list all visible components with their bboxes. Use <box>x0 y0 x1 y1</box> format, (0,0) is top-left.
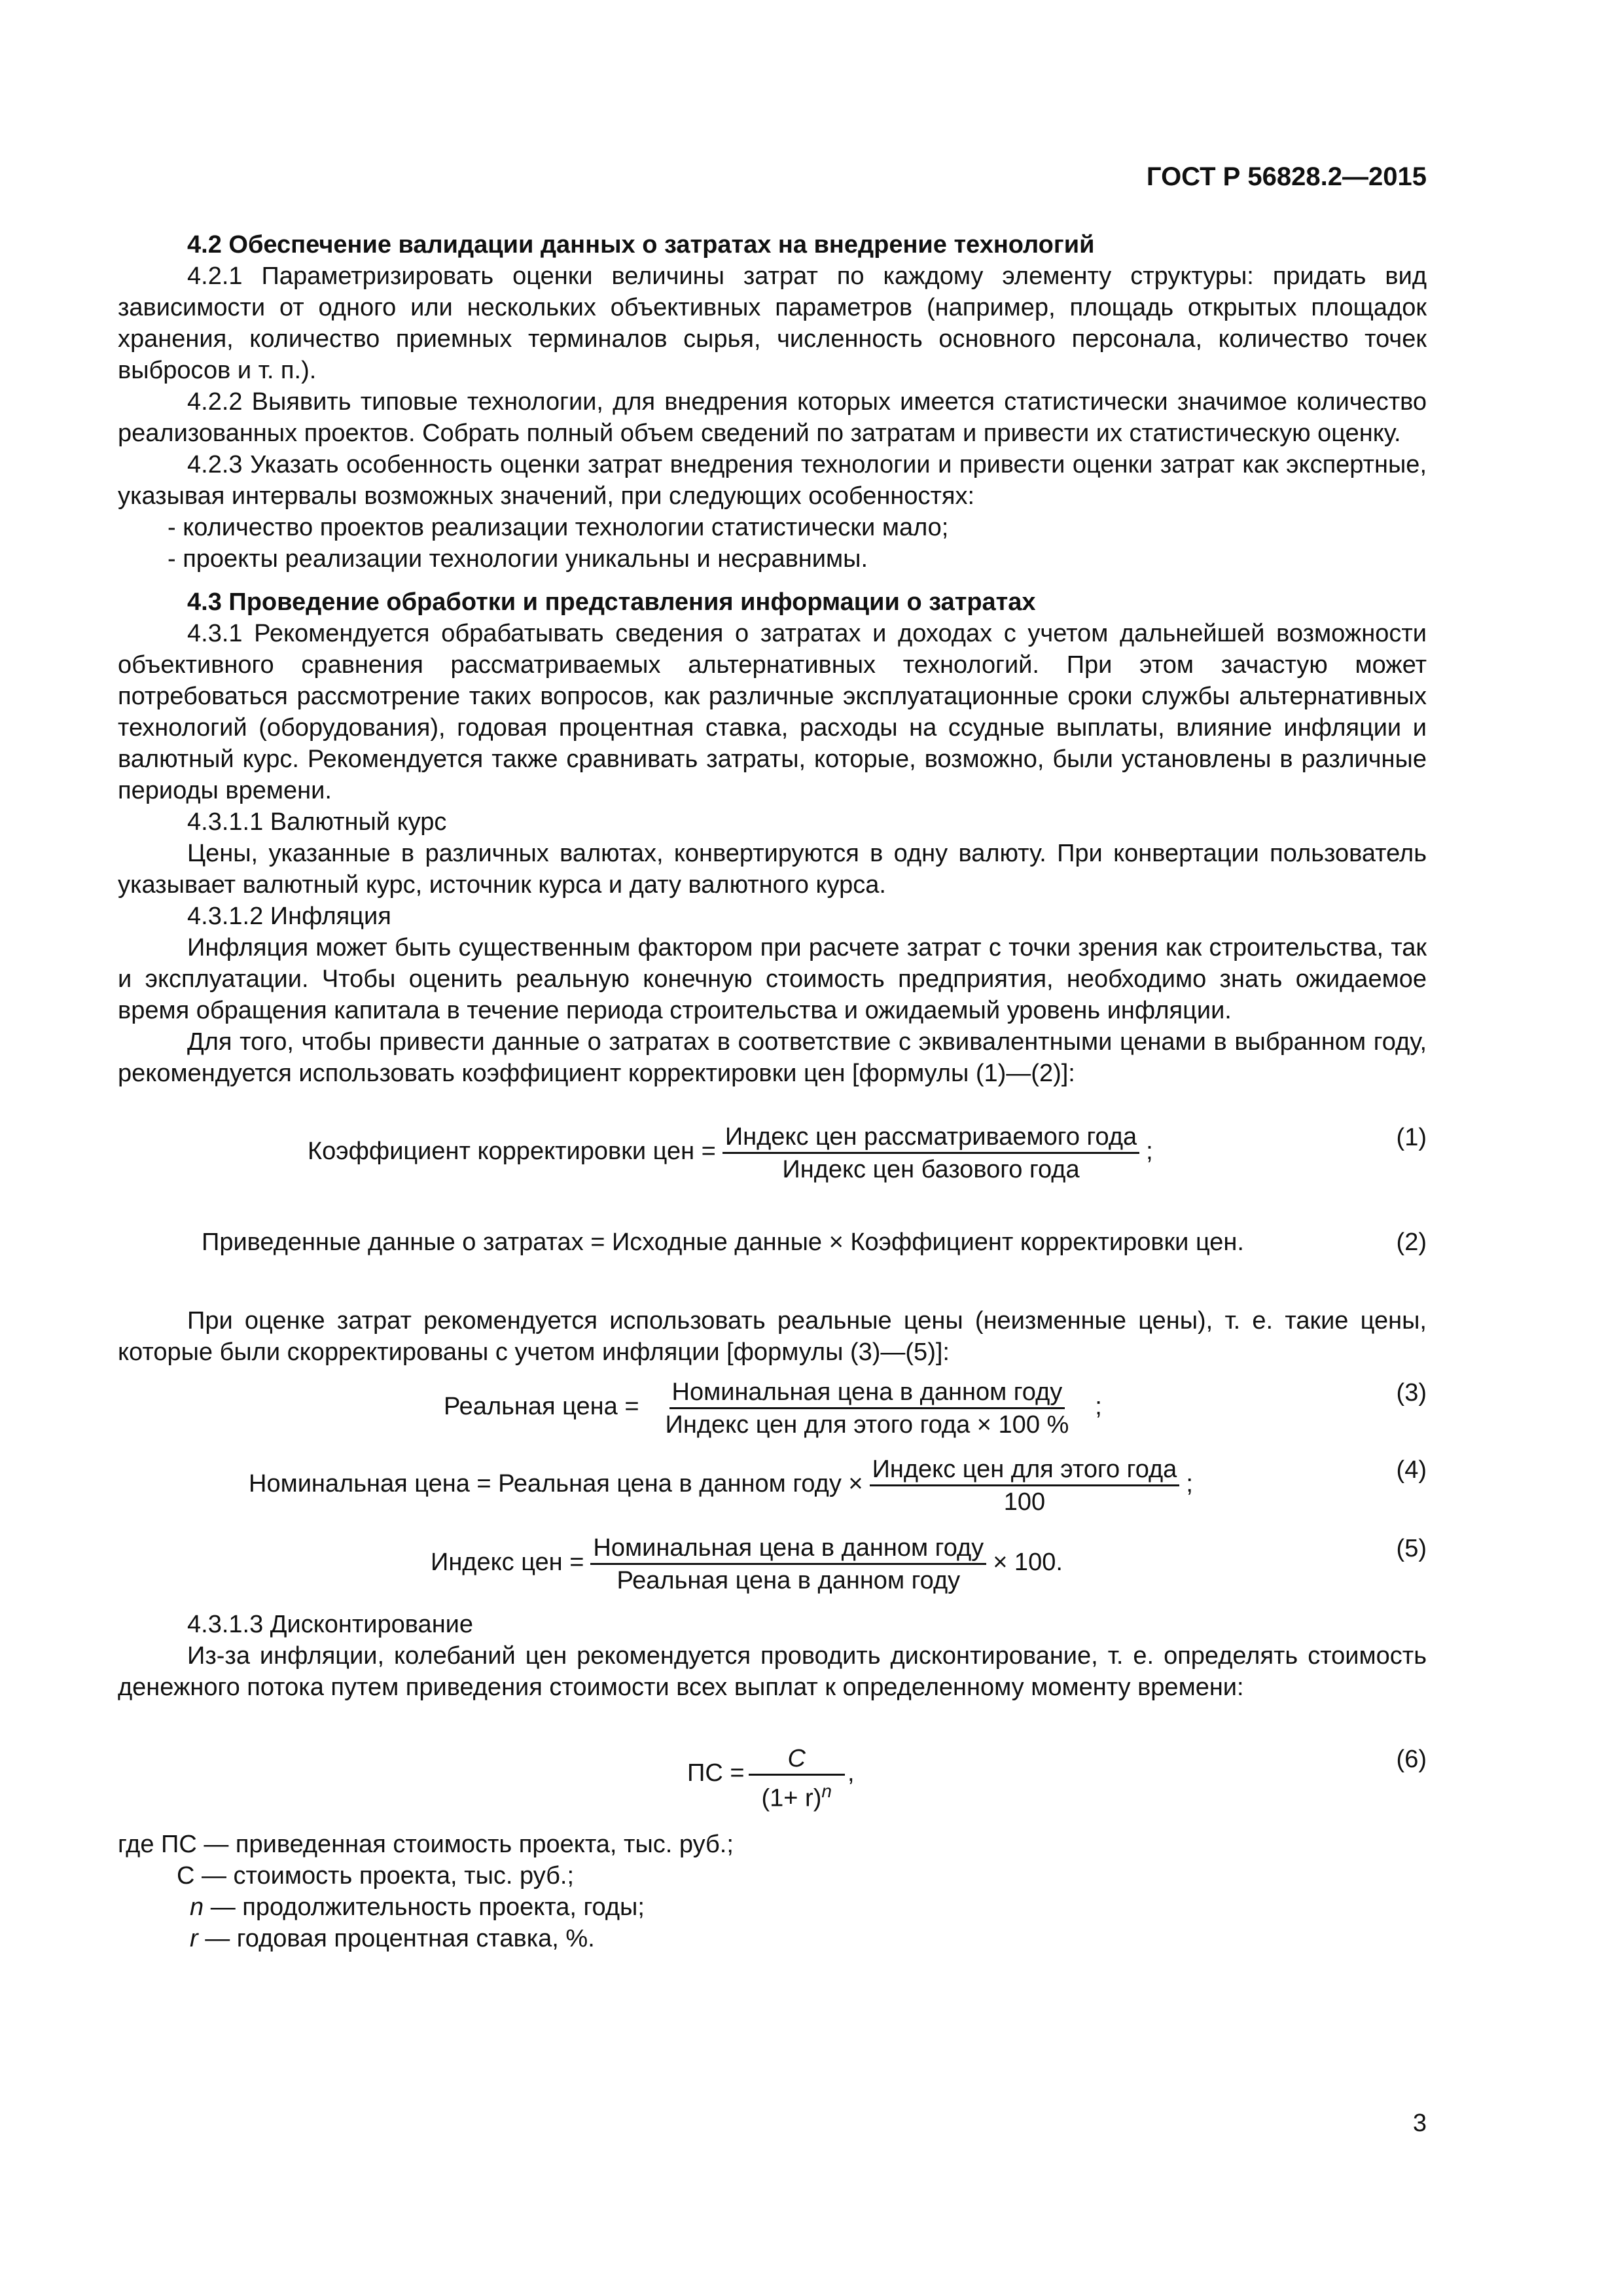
heading-4-3-1-2: 4.3.1.2 Инфляция <box>187 903 391 930</box>
legend-n-var: n <box>190 1893 204 1921</box>
document-body <box>118 229 1427 1954</box>
formula-3-number: (3) <box>1396 1379 1427 1407</box>
legend-n <box>118 1892 1427 1923</box>
formula-4-lhs: Номинальная цена = Реальная цена в данном году × <box>249 1470 863 1498</box>
formula-1-denominator: Индекс цен базового года <box>782 1156 1080 1183</box>
formula-4-number: (4) <box>1396 1456 1427 1484</box>
formula-5-after: × 100. <box>993 1549 1063 1576</box>
heading-4-3-1-3: 4.3.1.3 Дисконтирование <box>187 1611 474 1638</box>
formula-3-fraction <box>666 1377 1069 1441</box>
formula-5 <box>118 1533 1427 1609</box>
formula-5-denominator: Реальная цена в данном году <box>616 1567 961 1594</box>
formula-5-lhs: Индекс цен = <box>431 1549 584 1576</box>
formula-5-numerator: Номинальная цена в данном году <box>590 1533 986 1565</box>
paragraph-4-2-3: 4.2.3 Указать особенность оценки затрат внедрения технологии и привести оценки затрат как экспертные, указывая интервалы возможных значений, при следующих особенностях: <box>118 451 1427 510</box>
formula-6-legend <box>118 1829 1427 1954</box>
paragraph-4-3-1-3: Из-за инфляции, колебаний цен рекомендуется проводить дисконтирование, т. е. определять стоимость денежного потока путем приведения стоимости всех выплат к определенному моменту времени: <box>118 1642 1427 1701</box>
formula-6-exponent: n <box>821 1781 832 1801</box>
formula-6-numerator: C <box>787 1745 806 1772</box>
formula-3 <box>118 1377 1427 1454</box>
formula-1-numerator: Индекс цен рассматриваемого года <box>722 1122 1139 1154</box>
formula-6-lhs: ПС = <box>687 1759 745 1787</box>
formula-3-after: ; <box>1095 1393 1102 1420</box>
formula-4 <box>118 1454 1427 1533</box>
legend-r-var: r <box>190 1925 198 1952</box>
section-4-2-title: 4.2 Обеспечение валидации данных о затратах на внедрение технологий <box>187 231 1095 259</box>
formula-2-number: (2) <box>1396 1229 1427 1256</box>
formula-1-after: ; <box>1146 1138 1153 1165</box>
formula-5-number: (5) <box>1396 1535 1427 1562</box>
formula-1-number: (1) <box>1396 1124 1427 1151</box>
formula-4-numerator: Индекс цен для этого года <box>870 1454 1180 1486</box>
legend-r-text: — годовая процентная ставка, %. <box>198 1925 595 1952</box>
formula-6 <box>118 1744 1427 1822</box>
paragraph-4-3-1: 4.3.1 Рекомендуется обрабатывать сведения о затратах и доходах с учетом дальнейшей возможности объективного сравнения рассматриваемых альтернативных технологий. При этом зачастую может потребоваться рассмотрение таких вопросов, как различные эксплуатационные сроки службы альтернативных технологий (оборудования), годовая процентная ставка, расходы на ссудные выплаты, влияние инфляции и валютный курс. Рекомендуется также сравнивать затраты, которые, возможно, были установлены в различные периоды времени. <box>118 620 1427 804</box>
formula-5-fraction <box>590 1533 986 1596</box>
paragraph-4-3-1-2c: При оценке затрат рекомендуется использовать реальные цены (неизменные цены), т. е. такие цены, которые были скорректированы с учетом инфляции [формулы (3)—(5)]: <box>118 1307 1427 1366</box>
legend-n-text: — продолжительность проекта, годы; <box>204 1893 645 1921</box>
section-4-3-title: 4.3 Проведение обработки и представления информации о затратах <box>187 588 1036 616</box>
formula-6-number: (6) <box>1396 1746 1427 1773</box>
heading-4-3-1-1: 4.3.1.1 Валютный курс <box>187 808 447 836</box>
formula-6-after: , <box>847 1759 855 1787</box>
bullet-item-2: - проекты реализации технологии уникальны и несравнимы. <box>168 545 868 573</box>
document-page <box>118 0 1427 2296</box>
legend-ps: где ПС — приведенная стоимость проекта, тыс. руб.; <box>118 1831 734 1858</box>
formula-2 <box>118 1227 1427 1266</box>
paragraph-4-3-1-1: Цены, указанные в различных валютах, конвертируются в одну валюту. При конвертации пользователь указывает валютный курс, источник курса и дату валютного курса. <box>118 840 1427 899</box>
document-id-header: ГОСТ Р 56828.2—2015 <box>1146 162 1427 191</box>
formula-1-lhs: Коэффициент корректировки цен = <box>308 1138 716 1165</box>
paragraph-4-2-2: 4.2.2 Выявить типовые технологии, для внедрения которых имеется статистически значимое количество реализованных проектов. Собрать полный объем сведений по затратам и привести их статистическую оценку. <box>118 388 1427 447</box>
formula-4-after: ; <box>1186 1470 1193 1498</box>
paragraph-4-3-1-2b: Для того, чтобы привести данные о затратах в соответствие с эквивалентными ценами в выбранном году, рекомендуется использовать коэффициент корректировки цен [формулы (1)—(2)]: <box>118 1028 1427 1087</box>
page-number: 3 <box>1412 2109 1427 2137</box>
formula-2-text: Приведенные данные о затратах = Исходные данные × Коэффициент корректировки цен. <box>202 1229 1244 1256</box>
formula-3-numerator: Номинальная цена в данном году <box>669 1377 1065 1409</box>
formula-6-denominator: (1+ r) <box>761 1784 822 1812</box>
legend-r <box>118 1923 1427 1954</box>
formula-4-fraction <box>870 1454 1180 1518</box>
bullet-item-1: - количество проектов реализации технологии статистически мало; <box>168 514 949 541</box>
formula-1 <box>118 1122 1427 1194</box>
formula-3-denominator: Индекс цен для этого года × 100 % <box>665 1411 1069 1439</box>
formula-4-denominator: 100 <box>1003 1488 1046 1516</box>
formula-1-fraction <box>722 1122 1139 1185</box>
legend-c: С — стоимость проекта, тыс. руб.; <box>177 1862 575 1890</box>
formula-6-fraction <box>749 1744 845 1814</box>
paragraph-4-2-1: 4.2.1 Параметризировать оценки величины затрат по каждому элементу структуры: придать вид зависимости от одного или нескольких объективных параметров (например, площадь открытых площадок хранения, количество приемных терминалов сырья, численность основного персонала, количество точек выбросов и т. п.). <box>118 262 1427 384</box>
paragraph-4-3-1-2a: Инфляция может быть существенным фактором при расчете затрат с точки зрения как строительства, так и эксплуатации. Чтобы оценить реальную конечную стоимость предприятия, необходимо знать ожидаемое время обращения капитала в течение периода строительства и ожидаемый уровень инфляции. <box>118 934 1427 1024</box>
formula-3-lhs: Реальная цена = <box>444 1393 639 1420</box>
